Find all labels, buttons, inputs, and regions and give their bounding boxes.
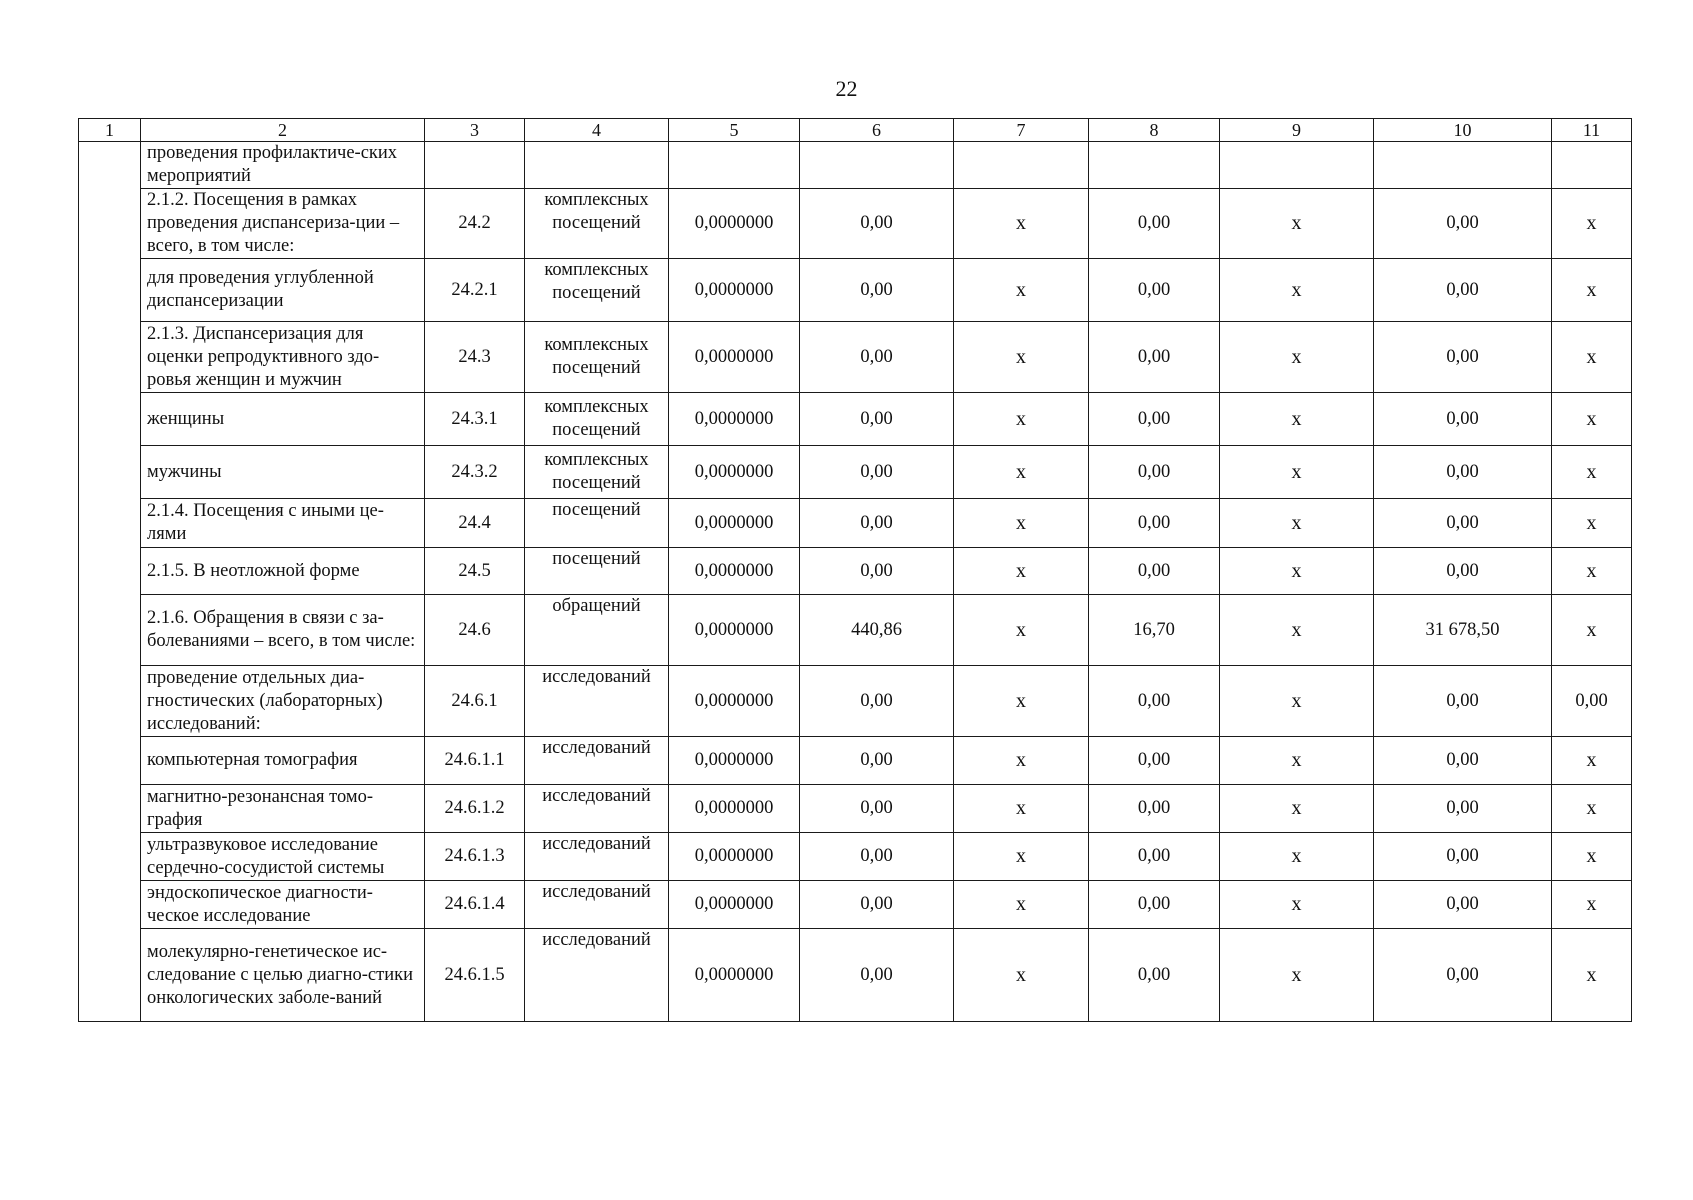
table-row [79, 142, 1632, 189]
cell-col9: x [1220, 666, 1374, 737]
cell-col11: x [1552, 322, 1632, 393]
cell-col6: 0,00 [800, 785, 954, 833]
cell-col11: x [1552, 259, 1632, 322]
cell-col7: x [954, 548, 1089, 595]
cell-col9: x [1220, 548, 1374, 595]
cell-col10: 0,00 [1374, 833, 1552, 881]
cell-col11: x [1552, 393, 1632, 446]
cell-col8 [1089, 142, 1220, 189]
cell-col9: x [1220, 785, 1374, 833]
column-header: 4 [525, 119, 669, 142]
column-header: 11 [1552, 119, 1632, 142]
cell-col10: 0,00 [1374, 499, 1552, 548]
row-unit: комплексных посещений [525, 393, 669, 446]
header-row [79, 119, 1632, 142]
cell-col7: x [954, 666, 1089, 737]
cell-col10: 0,00 [1374, 881, 1552, 929]
table-row [79, 189, 1632, 259]
row-code: 24.6.1 [425, 666, 525, 737]
row-name: молекулярно-генетическое ис-следование с целью диагно-стики онкологических заболе-ваний [141, 929, 425, 1022]
row-code: 24.3 [425, 322, 525, 393]
row-unit: комплексных посещений [525, 189, 669, 259]
column-header: 1 [79, 119, 141, 142]
cell-col7: x [954, 189, 1089, 259]
cell-col10: 0,00 [1374, 259, 1552, 322]
row-unit: исследований [525, 833, 669, 881]
cell-col5: 0,0000000 [669, 446, 800, 499]
cell-col5: 0,0000000 [669, 666, 800, 737]
cell-col5: 0,0000000 [669, 833, 800, 881]
cell-col11: x [1552, 881, 1632, 929]
cell-col7: x [954, 595, 1089, 666]
row-unit: исследований [525, 785, 669, 833]
cell-col9: x [1220, 929, 1374, 1022]
cell-col6: 0,00 [800, 929, 954, 1022]
row-name: проведения профилактиче-ских мероприятий [141, 142, 425, 189]
cell-col7: x [954, 322, 1089, 393]
cell-col5: 0,0000000 [669, 499, 800, 548]
row-name: женщины [141, 393, 425, 446]
row-name: компьютерная томография [141, 737, 425, 785]
table-row [79, 929, 1632, 1022]
row-unit: комплексных посещений [525, 259, 669, 322]
row-code: 24.3.2 [425, 446, 525, 499]
table-row [79, 881, 1632, 929]
cell-col8: 0,00 [1089, 929, 1220, 1022]
column-header: 8 [1089, 119, 1220, 142]
row-code: 24.5 [425, 548, 525, 595]
table-row [79, 499, 1632, 548]
cell-col9: x [1220, 881, 1374, 929]
cell-col11: x [1552, 548, 1632, 595]
cell-col5: 0,0000000 [669, 393, 800, 446]
cell-col10: 0,00 [1374, 666, 1552, 737]
row-code: 24.3.1 [425, 393, 525, 446]
cell-col11: x [1552, 189, 1632, 259]
table-row [79, 548, 1632, 595]
cell-col9: x [1220, 189, 1374, 259]
cell-col6: 0,00 [800, 393, 954, 446]
row-name: мужчины [141, 446, 425, 499]
row-code: 24.6.1.3 [425, 833, 525, 881]
row-unit [525, 142, 669, 189]
row-code: 24.2 [425, 189, 525, 259]
cell-col7: x [954, 737, 1089, 785]
cell-col8: 16,70 [1089, 595, 1220, 666]
cell-col7: x [954, 446, 1089, 499]
cell-col8: 0,00 [1089, 548, 1220, 595]
cell-col6: 440,86 [800, 595, 954, 666]
cell-col6: 0,00 [800, 446, 954, 499]
cell-col7 [954, 142, 1089, 189]
cell-col10: 0,00 [1374, 322, 1552, 393]
cell-col7: x [954, 785, 1089, 833]
cell-col10 [1374, 142, 1552, 189]
row-name: 2.1.5. В неотложной форме [141, 548, 425, 595]
cell-col10: 0,00 [1374, 189, 1552, 259]
row-unit: исследований [525, 737, 669, 785]
table-row [79, 737, 1632, 785]
cell-col6: 0,00 [800, 259, 954, 322]
cell-col9: x [1220, 737, 1374, 785]
cell-col8: 0,00 [1089, 881, 1220, 929]
row-unit: исследований [525, 666, 669, 737]
cell-col8: 0,00 [1089, 737, 1220, 785]
cell-col11: x [1552, 929, 1632, 1022]
cell-col6: 0,00 [800, 548, 954, 595]
cell-col7: x [954, 259, 1089, 322]
cell-col9: x [1220, 499, 1374, 548]
row-unit: комплексных посещений [525, 322, 669, 393]
cell-col10: 0,00 [1374, 446, 1552, 499]
row-unit: исследований [525, 881, 669, 929]
cell-col11: x [1552, 737, 1632, 785]
column-header: 9 [1220, 119, 1374, 142]
cell-col7: x [954, 833, 1089, 881]
cell-col5 [669, 142, 800, 189]
row-name: проведение отдельных диа-гностических (лабораторных) исследований: [141, 666, 425, 737]
cell-col5: 0,0000000 [669, 322, 800, 393]
table-row [79, 595, 1632, 666]
row-name: для проведения углубленной диспансеризации [141, 259, 425, 322]
table-row [79, 393, 1632, 446]
cell-col7: x [954, 499, 1089, 548]
data-table [78, 118, 1632, 1022]
cell-col11: x [1552, 785, 1632, 833]
cell-col9: x [1220, 322, 1374, 393]
cell-col5: 0,0000000 [669, 548, 800, 595]
row-code: 24.6.1.2 [425, 785, 525, 833]
cell-col11: x [1552, 446, 1632, 499]
cell-col6: 0,00 [800, 322, 954, 393]
row-code [425, 142, 525, 189]
row-code: 24.4 [425, 499, 525, 548]
column-header: 5 [669, 119, 800, 142]
cell-col5: 0,0000000 [669, 737, 800, 785]
row-name: ультразвуковое исследование сердечно-сосудистой системы [141, 833, 425, 881]
cell-col6: 0,00 [800, 189, 954, 259]
row-name: 2.1.2. Посещения в рамках проведения диспансериза-ции – всего, в том числе: [141, 189, 425, 259]
table-row [79, 446, 1632, 499]
cell-col6: 0,00 [800, 737, 954, 785]
cell-col10: 0,00 [1374, 737, 1552, 785]
cell-col11: x [1552, 499, 1632, 548]
cell-col6: 0,00 [800, 666, 954, 737]
cell-col9: x [1220, 595, 1374, 666]
cell-col8: 0,00 [1089, 499, 1220, 548]
row-unit: обращений [525, 595, 669, 666]
cell-col8: 0,00 [1089, 189, 1220, 259]
cell-col11 [1552, 142, 1632, 189]
row-code: 24.6.1.4 [425, 881, 525, 929]
row-code: 24.6.1.1 [425, 737, 525, 785]
cell-col5: 0,0000000 [669, 881, 800, 929]
row-code: 24.6 [425, 595, 525, 666]
cell-col5: 0,0000000 [669, 595, 800, 666]
row-code: 24.2.1 [425, 259, 525, 322]
table-row [79, 322, 1632, 393]
row-unit: комплексных посещений [525, 446, 669, 499]
column-header: 10 [1374, 119, 1552, 142]
cell-col9: x [1220, 393, 1374, 446]
cell-col6: 0,00 [800, 881, 954, 929]
column-header: 3 [425, 119, 525, 142]
column-header: 6 [800, 119, 954, 142]
page-number: 22 [835, 76, 858, 101]
cell-col9: x [1220, 446, 1374, 499]
cell-col5: 0,0000000 [669, 189, 800, 259]
cell-col11: 0,00 [1552, 666, 1632, 737]
row-unit: посещений [525, 499, 669, 548]
cell-col5: 0,0000000 [669, 785, 800, 833]
cell-col8: 0,00 [1089, 833, 1220, 881]
row-name: 2.1.3. Диспансеризация для оценки репродуктивного здо-ровья женщин и мужчин [141, 322, 425, 393]
row-name: магнитно-резонансная томо-графия [141, 785, 425, 833]
cell-col5: 0,0000000 [669, 929, 800, 1022]
column-header: 7 [954, 119, 1089, 142]
cell-col10: 0,00 [1374, 548, 1552, 595]
cell-col10: 0,00 [1374, 929, 1552, 1022]
row-name: эндоскопическое диагности-ческое исследование [141, 881, 425, 929]
cell-col8: 0,00 [1089, 322, 1220, 393]
cell-col7: x [954, 929, 1089, 1022]
cell-col9 [1220, 142, 1374, 189]
row-unit: посещений [525, 548, 669, 595]
row-code: 24.6.1.5 [425, 929, 525, 1022]
table-row [79, 666, 1632, 737]
cell-col10: 0,00 [1374, 393, 1552, 446]
cell-col7: x [954, 393, 1089, 446]
section-number-cell [79, 142, 141, 1022]
row-unit: исследований [525, 929, 669, 1022]
cell-col9: x [1220, 833, 1374, 881]
cell-col8: 0,00 [1089, 446, 1220, 499]
cell-col8: 0,00 [1089, 393, 1220, 446]
cell-col7: x [954, 881, 1089, 929]
cell-col10: 0,00 [1374, 785, 1552, 833]
cell-col8: 0,00 [1089, 259, 1220, 322]
table-row [79, 785, 1632, 833]
cell-col6: 0,00 [800, 499, 954, 548]
cell-col5: 0,0000000 [669, 259, 800, 322]
cell-col6: 0,00 [800, 833, 954, 881]
column-header: 2 [141, 119, 425, 142]
cell-col10: 31 678,50 [1374, 595, 1552, 666]
cell-col11: x [1552, 595, 1632, 666]
table-row [79, 259, 1632, 322]
cell-col9: x [1220, 259, 1374, 322]
row-name: 2.1.6. Обращения в связи с за-болеваниями – всего, в том числе: [141, 595, 425, 666]
cell-col8: 0,00 [1089, 785, 1220, 833]
cell-col11: x [1552, 833, 1632, 881]
cell-col6 [800, 142, 954, 189]
row-name: 2.1.4. Посещения с иными це-лями [141, 499, 425, 548]
table-row [79, 833, 1632, 881]
cell-col8: 0,00 [1089, 666, 1220, 737]
